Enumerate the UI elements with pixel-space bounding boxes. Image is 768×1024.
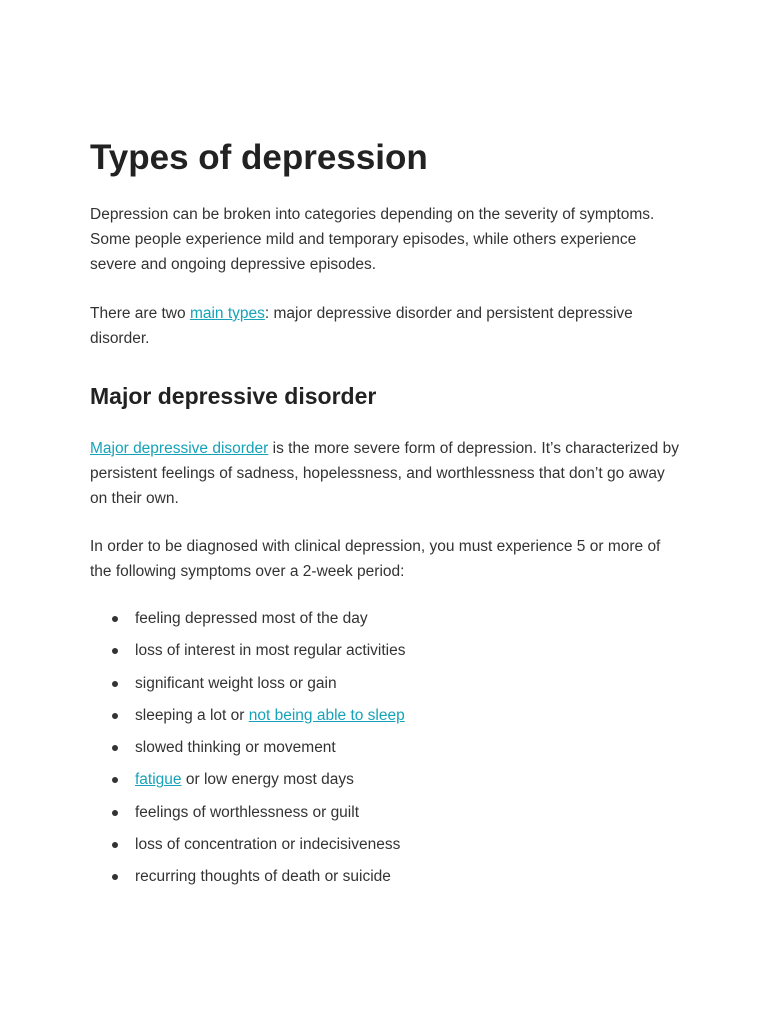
bullet-icon <box>112 810 118 816</box>
list-item-text: sleeping a lot or <box>135 706 249 724</box>
list-item-text: feelings of worthlessness or guilt <box>135 803 360 821</box>
symptom-list <box>90 606 690 897</box>
list-item <box>90 671 690 703</box>
intro-paragraph: Depression can be broken into categories depending on the severity of symptoms. Some people experience mild and temporary episodes, while others experience severe and ongoing depressive episodes. <box>90 206 655 273</box>
bullet-icon <box>112 648 118 654</box>
bullet-icon <box>112 713 118 719</box>
bullet-icon <box>112 616 118 622</box>
list-item <box>90 832 690 864</box>
list-item-text: loss of concentration or indecisiveness <box>135 836 401 854</box>
list-item-text: slowed thinking or movement <box>135 739 336 757</box>
list-item-text: loss of interest in most regular activities <box>135 642 406 660</box>
major-depressive-disorder-link[interactable]: Major depressive disorder <box>90 440 269 457</box>
list-item <box>90 864 690 896</box>
list-item <box>90 638 690 670</box>
list-item <box>90 767 690 799</box>
bullet-icon <box>112 681 118 687</box>
list-item <box>90 735 690 767</box>
bullet-icon <box>112 874 118 880</box>
page-title: Types of depression <box>90 138 428 177</box>
mdd-paragraph <box>90 436 680 511</box>
types-text-after: : major depressive disorder and persistent depressive disorder. <box>90 305 633 347</box>
types-paragraph <box>90 301 680 351</box>
list-item-text: recurring thoughts of death or suicide <box>135 868 391 886</box>
list-item <box>90 703 690 735</box>
section-heading-mdd: Major depressive disorder <box>90 383 377 409</box>
list-item-text: feeling depressed most of the day <box>135 610 368 627</box>
list-item <box>90 606 690 638</box>
bullet-icon <box>112 745 118 751</box>
bullet-icon <box>112 777 118 783</box>
diagnosis-paragraph: In order to be diagnosed with clinical depression, you must experience 5 or more of the following symptoms over a 2-week period: <box>90 538 661 580</box>
bullet-icon <box>112 842 118 848</box>
main-types-link[interactable]: main types <box>189 305 265 322</box>
mdd-text-after: is the more severe form of depression. It’s characterized by persistent feelings of sadness, hopelessness, and worthlessness that don’t go away on their own. <box>90 440 679 507</box>
fatigue-link[interactable]: fatigue <box>135 771 182 789</box>
list-item <box>90 800 690 832</box>
list-item-text: or low energy most days <box>181 771 354 789</box>
types-text-before: There are two <box>90 305 190 322</box>
list-item-text: significant weight loss or gain <box>135 674 337 692</box>
not-able-to-sleep-link[interactable]: not being able to sleep <box>248 706 405 724</box>
